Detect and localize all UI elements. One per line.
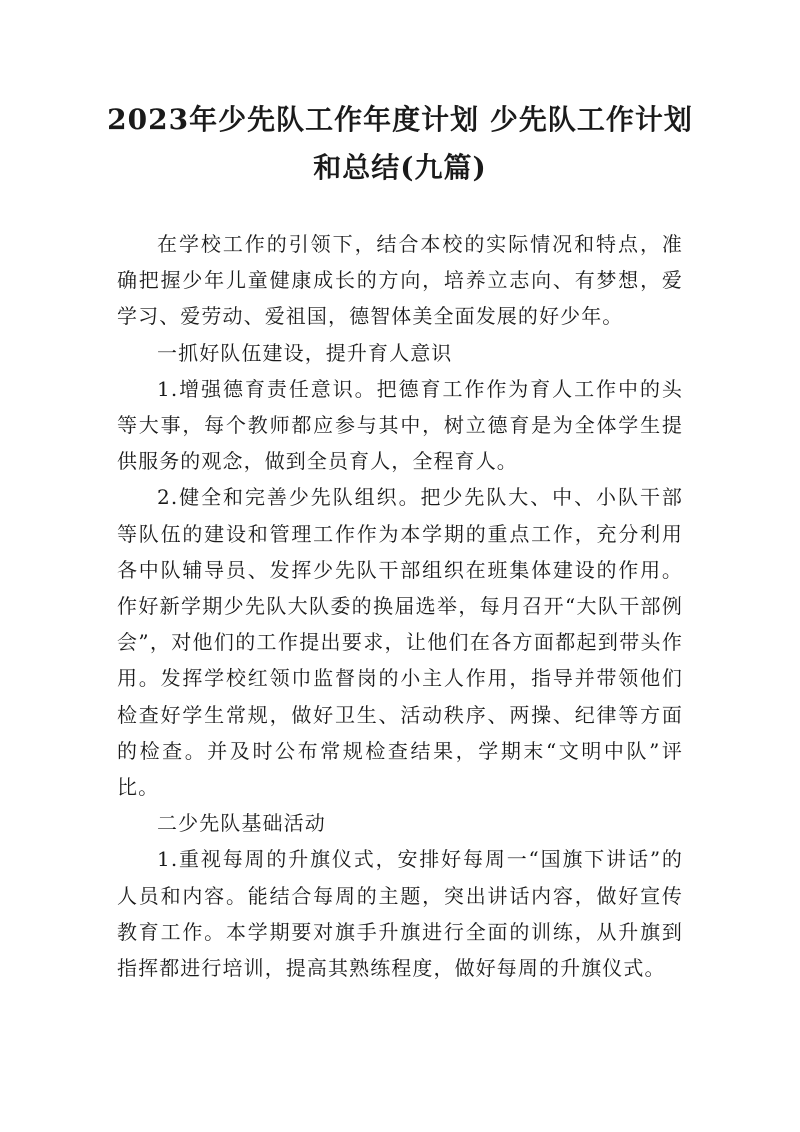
paragraph-1-2: 2.健全和完善少先队组织。把少先队大、中、小队干部等队伍的建设和管理工作作为本学期的重点工作，充分利用各中队辅导员、发挥少先队干部组织在班集体建设的作用。作好新学期少先队大队委的换届选举，每月召开“大队干部例会”，对他们的工作提出要求，让他们在各方面都起到带头作用。发挥学校红领巾监督岗的小主人作用，指导并带领他们检查好学生常规，做好卫生、活动秩序、两操、纪律等方面的检查。并及时公布常规检查结果，学期末“文明中队”评比。 (117, 485, 683, 800)
document-body (117, 226, 683, 986)
intro-paragraph: 在学校工作的引领下，结合本校的实际情况和特点，准确把握少年儿童健康成长的方向，培养立志向、有梦想，爱学习、爱劳动、爱祖国，德智体美全面发展的好少年。 (117, 232, 683, 329)
document-title: 2023年少先队工作年度计划 少先队工作计划和总结(九篇) (107, 103, 693, 184)
section-heading-1: 一抓好队伍建设，提升育人意识 (157, 340, 453, 365)
paragraph-1-1: 1.增强德育责任意识。把德育工作作为育人工作中的头等大事，每个教师都应参与其中，树立德育是为全体学生提供服务的观念，做到全员育人，全程育人。 (117, 376, 683, 474)
paragraph-2-1: 1.重视每周的升旗仪式，安排好每周一“国旗下讲话”的人员和内容。能结合每周的主题，突出讲话内容，做好宣传教育工作。本学期要对旗手升旗进行全面的训练，从升旗到指挥都进行培训，提高其熟练程度，做好每周的升旗仪式。 (117, 847, 683, 981)
section-heading-2: 二少先队基础活动 (157, 811, 326, 836)
